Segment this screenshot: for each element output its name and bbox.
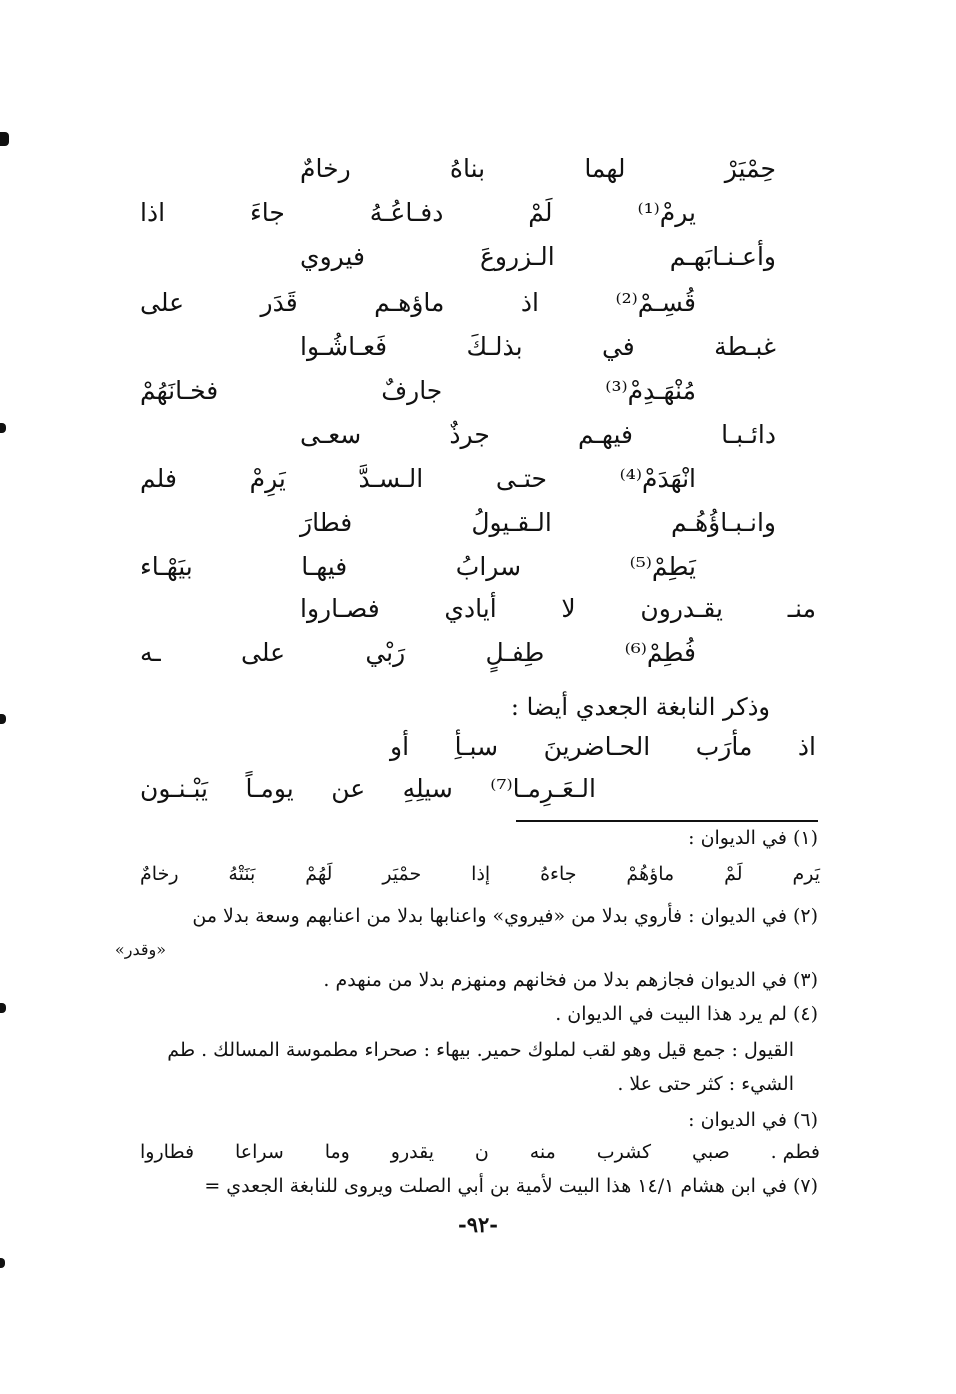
scan-edge-mark (0, 132, 9, 146)
verse-word: فصـاروا (300, 594, 380, 623)
verse-word: فخـانَهُمْ (140, 376, 219, 405)
verse-word: مُنْهَـدِمْ⁽³⁾ (605, 376, 696, 405)
verse-line (300, 240, 776, 274)
footnote-2-continued: «وقدر» (114, 940, 166, 959)
footnote-verse-word: فطاروا (140, 1141, 195, 1163)
footnote-verse-word: إذا (471, 863, 491, 885)
footnote-verse-word: وما (324, 1141, 350, 1163)
verse-word: الحـاضرينَ (543, 732, 651, 761)
verse-word: على (140, 288, 185, 317)
verse-word: يقـدرون (640, 594, 723, 623)
verse-word: دائـبـا (721, 420, 776, 449)
verse-line (140, 772, 596, 806)
footnote-rule (516, 820, 818, 822)
verse-line (140, 462, 696, 496)
footnote-verse-word: لَهُمْ (305, 863, 333, 885)
verse-word: أو (390, 732, 410, 761)
verse-word: على (241, 638, 286, 667)
verse-word: اذ (520, 288, 539, 317)
verse-word: ماؤهـم (374, 288, 445, 317)
verse-word: يومـاً (245, 774, 294, 803)
verse-word: لهما (584, 154, 626, 183)
verse-word: قُسِـمْ⁽²⁾ (615, 288, 696, 317)
verse-word: مأرَب (695, 732, 753, 761)
footnote-1-verse (140, 860, 820, 888)
verse-word: فلم (140, 464, 177, 493)
footnote-verse-word: ن (474, 1141, 489, 1163)
verse-word: لا (561, 594, 576, 623)
verse-word: يرمْ⁽¹⁾ (637, 198, 696, 227)
footnote-2: (٢) في الديوان : فأروي بدلا من «فيروي» واعنابها بدلا من اعنابهم وسعة بدلا من (192, 905, 818, 927)
scan-edge-mark (0, 1003, 6, 1013)
verse-word: قَدَر (260, 288, 298, 317)
verse-word: في (601, 332, 635, 361)
scan-edge-mark (0, 1258, 5, 1268)
verse-word: رَبْي (365, 638, 406, 667)
verse-word: دفـاعُـهُ (369, 198, 444, 227)
verse-line (140, 286, 696, 320)
verse-word: لَمْ (528, 198, 553, 227)
footnote-verse-word: رخامٌ (140, 863, 179, 885)
footnote-verse-word: جاءهُ (540, 863, 577, 885)
verse-word: سعـى (300, 420, 362, 449)
footnote-5-continued: الشيء : كثر حتى علا . (617, 1073, 794, 1095)
verse-word: بناهُ (449, 154, 486, 183)
footnote-verse-word: ماؤهُمْ (626, 863, 675, 885)
verse-word: الـعَـرِمـا⁽⁷⁾ (490, 774, 596, 803)
footnote-verse-word: يقدرو (390, 1141, 434, 1163)
verse-line (140, 196, 696, 230)
verse-word: يَطِمْ⁽⁵⁾ (629, 552, 696, 581)
page-number: -٩٢- (458, 1212, 498, 1237)
verse-line (300, 418, 776, 452)
verse-word: جاءَ (249, 198, 285, 227)
footnote-verse-word: بَنَتْهُ (228, 863, 256, 885)
verse-line (390, 730, 816, 764)
footnote-verse-word: منه (529, 1141, 556, 1163)
verse-word: ـه (140, 638, 161, 667)
verse-word: سيلِهِ (402, 774, 453, 803)
footnote-verse-word: كشرب (596, 1141, 652, 1163)
verse-word: حِمْيَرْ (724, 154, 776, 183)
scan-edge-mark (0, 714, 6, 724)
verse-word: وأعـنـابَهـم (669, 242, 776, 271)
footnote-5: القيول : جمع قيل وهو لقب لملوك حمير. بيهاء : صحراء مطموسة المسالك . طم (167, 1039, 794, 1061)
verse-word: غبـطة (714, 332, 776, 361)
footnote-verse-word: حمْيَر (382, 863, 422, 885)
intro-line: وذكر النابغة الجعدي أيضا : (510, 693, 770, 721)
footnote-1-label: (١) في الديوان : (688, 827, 818, 849)
verse-word: جرذٌ (449, 420, 490, 449)
verse-word: يَرِمْ (249, 464, 286, 493)
verse-line (300, 152, 776, 186)
footnote-verse-word: فطم . (770, 1141, 820, 1163)
verse-word: سبـأِ (454, 732, 499, 761)
footnote-verse-word: صبي (692, 1141, 730, 1163)
footnote-6-label: (٦) في الديوان : (688, 1109, 818, 1131)
verse-word: طِفـلٍ (485, 638, 545, 667)
verse-word: عن (331, 774, 366, 803)
verse-word: أيادي (444, 594, 497, 623)
verse-line (140, 636, 696, 670)
footnote-verse-word: لَمْ (724, 863, 743, 885)
verse-word: حتـى (495, 464, 547, 493)
footnote-4: (٤) لم يرد هذا البيت في الديوان . (555, 1003, 818, 1025)
footnote-6-verse (140, 1138, 820, 1166)
footnote-verse-word: يَرم (792, 863, 820, 885)
verse-word: انْهَدَمْ⁽⁴⁾ (619, 464, 696, 493)
verse-line (140, 550, 696, 584)
verse-word: الـزروعَ (480, 242, 555, 271)
footnote-7: (٧) في ابن هشام ١٤/١ هذا البيت لأمية بن أبي الصلت ويروى للنابغة الجعدي = (204, 1175, 818, 1197)
verse-word: فيروي (300, 242, 365, 271)
verse-word: منـ (787, 594, 816, 623)
verse-line (140, 374, 696, 408)
verse-word: اذ (797, 732, 816, 761)
verse-word: الـقـيولُ (471, 508, 552, 537)
verse-line (300, 592, 816, 626)
verse-word: فطارَ (300, 508, 353, 537)
scan-edge-mark (0, 423, 6, 433)
footnote-verse-word: سراعا (235, 1141, 284, 1163)
verse-word: بذلـكَ (466, 332, 523, 361)
verse-word: فَعـاشُـوا (300, 332, 388, 361)
verse-line (300, 330, 776, 364)
verse-word: الـسـدَّ (358, 464, 424, 493)
verse-word: جارفٌ (381, 376, 443, 405)
verse-line (300, 506, 776, 540)
footnote-3: (٣) في الديوان فجازهم بدلا من فخانهم ومنهزم بدلا من منهدم . (323, 969, 818, 991)
verse-word: وانـبـاؤُهُـم (670, 508, 776, 537)
verse-word: اذا (140, 198, 166, 227)
verse-word: فُطِمْ⁽⁶⁾ (624, 638, 696, 667)
verse-word: سرابُ (455, 552, 522, 581)
verse-word: فيهـا (301, 552, 348, 581)
verse-word: يَبْـنـون (140, 774, 208, 803)
verse-word: بيَهْـاء (140, 552, 193, 581)
verse-word: فيهـم (577, 420, 633, 449)
verse-word: رخامٌ (300, 154, 351, 183)
